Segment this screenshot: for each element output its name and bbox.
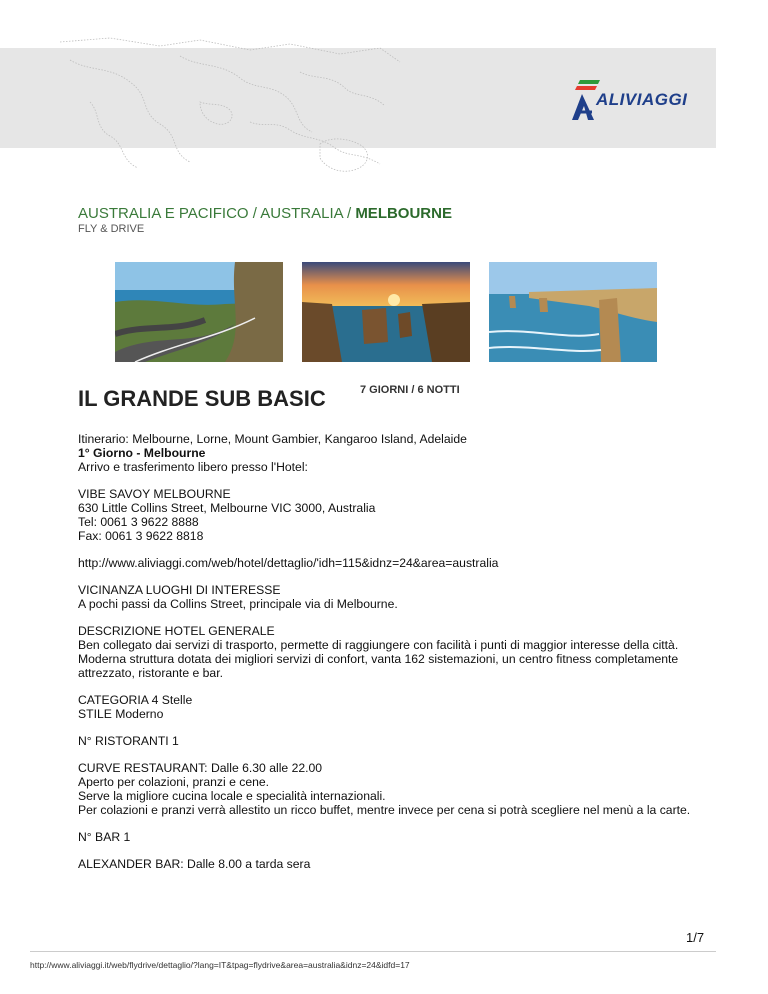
logo-text: ALIVIAGGI — [596, 90, 688, 109]
breadcrumb-current: MELBOURNE — [355, 205, 452, 222]
coastal-road-photo — [115, 262, 283, 362]
page-number: 1/7 — [686, 930, 705, 945]
poi-text: A pochi passi da Collins Street, principale via di Melbourne. — [78, 597, 398, 611]
hotel-category: CATEGORIA 4 Stelle — [78, 693, 193, 707]
restaurant-line: Per colazioni e pranzi verrà allestito un ricco buffet, mentre invece per cena si potrà scegliere nel menù a la carte. — [78, 803, 691, 817]
hotel-name: VIBE SAVOY MELBOURNE — [78, 487, 231, 501]
hotel-address: 630 Little Collins Street, Melbourne VIC 3000, Australia — [78, 501, 376, 515]
aliviaggi-logo[interactable] — [566, 76, 696, 124]
restaurant-section — [78, 761, 698, 817]
itinerary-summary: Itinerario: Melbourne, Lorne, Mount Gambier, Kangaroo Island, Adelaide — [78, 432, 467, 446]
restaurant-line: Aperto per colazioni, pranzi e cene. — [78, 775, 270, 789]
bar-name: ALEXANDER BAR: Dalle 8.00 a tarda sera — [78, 857, 311, 871]
twelve-apostles-photo — [489, 262, 657, 362]
bar-count: N° BAR 1 — [78, 830, 131, 844]
hotel-style: STILE Moderno — [78, 707, 164, 721]
day-intro: Arrivo e trasferimento libero presso l'Hotel: — [78, 460, 308, 474]
restaurant-count: N° RISTORANTI 1 — [78, 734, 179, 748]
tour-title: IL GRANDE SUB BASIC — [78, 386, 326, 411]
hotel-tel: Tel: 0061 3 9622 8888 — [78, 515, 199, 529]
breadcrumb — [78, 205, 452, 222]
hotel-fax: Fax: 0061 3 9622 8818 — [78, 529, 204, 543]
breadcrumb-path[interactable]: AUSTRALIA E PACIFICO / AUSTRALIA / — [78, 205, 356, 222]
poi-section — [78, 583, 698, 611]
itinerary-content — [78, 432, 698, 871]
footer-url[interactable]: http://www.aliviaggi.it/web/flydrive/dettaglio/?lang=IT&tpag=flydrive&area=australia&idnz=24&idfd=17 — [30, 960, 410, 970]
restaurant-line: Serve la migliore cucina locale e specialità internazionali. — [78, 789, 386, 803]
description-section — [78, 624, 698, 680]
description-heading: DESCRIZIONE HOTEL GENERALE — [78, 624, 275, 638]
hotel-contact — [78, 487, 698, 543]
day-title: 1° Giorno - Melbourne — [78, 446, 206, 460]
poi-heading: VICINANZA LUOGHI DI INTERESSE — [78, 583, 281, 597]
world-map-graphic — [50, 32, 410, 180]
restaurant-name: CURVE RESTAURANT: Dalle 6.30 alle 22.00 — [78, 761, 323, 775]
sunset-rocks-photo — [302, 262, 470, 362]
tour-duration: 7 GIORNI / 6 NOTTI — [360, 384, 460, 396]
description-text: Ben collegato dai servizi di trasporto, permette di raggiungere con facilità i punti di maggior interesse della città. Moderna struttura dotata dei migliori servizi di confort, vanta 162 sistemazioni, un centro fitness completamente attrezzato, ristorante e bar. — [78, 638, 679, 680]
hotel-url-link[interactable]: http://www.aliviaggi.com/web/hotel/dettaglio/'idh=115&idnz=24&area=australia — [78, 556, 499, 570]
subtitle: FLY & DRIVE — [78, 223, 145, 235]
footer-divider — [30, 951, 716, 952]
category-section — [78, 693, 698, 721]
